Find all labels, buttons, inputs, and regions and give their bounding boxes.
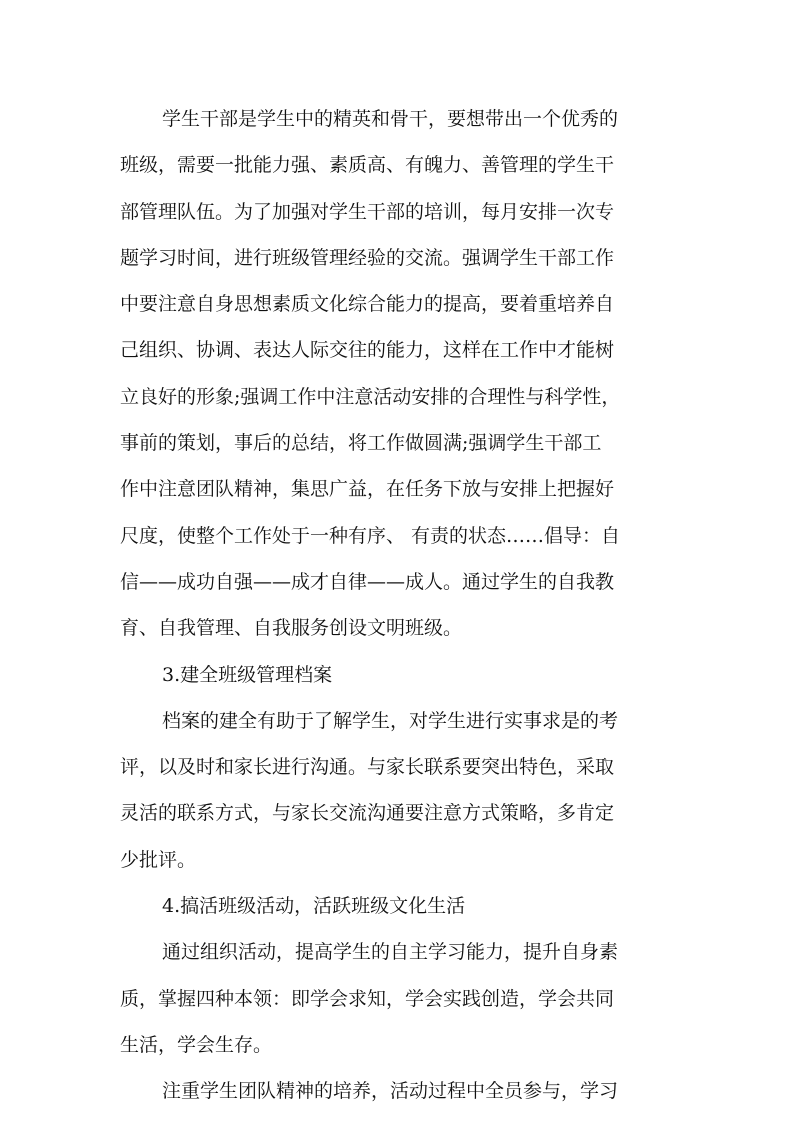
paragraph-line: 中要注意自身思想素质文化综合能力的提高，要着重培养自 [120, 293, 615, 316]
paragraph-line: 学生干部是学生中的精英和骨干，要想带出一个优秀的 [162, 108, 619, 130]
paragraph-line: 质，掌握四种本领：即学会求知，学会实践创造，学会共同 [120, 987, 615, 1010]
paragraph-line: 通过组织活动，提高学生的自主学习能力，提升自身素 [162, 941, 619, 964]
paragraph-line: 事前的策划，事后的总结，将工作做圆满;强调学生干部工 [120, 432, 602, 455]
paragraph-line: 班级，需要一批能力强、素质高、有魄力、善管理的学生干 [120, 154, 615, 177]
paragraph-line: 评，以及时和家长进行沟通。与家长联系要突出特色，采取 [120, 756, 615, 779]
paragraph-line: 题学习时间，进行班级管理经验的交流。强调学生干部工作 [120, 246, 615, 269]
section-heading: 4.搞活班级活动，活跃班级文化生活 [162, 895, 466, 918]
paragraph-line: 注重学生团队精神的培养，活动过程中全员参与，学习 [162, 1080, 619, 1103]
paragraph-line: 育、自我管理、自我服务创设文明班级。 [120, 617, 463, 640]
paragraph-line: 立良好的形象;强调工作中注意活动安排的合理性与科学性， [120, 385, 621, 408]
paragraph-line: 己组织、协调、表达人际交往的能力，这样在工作中才能树 [120, 339, 615, 362]
paragraph-line: 灵活的联系方式，与家长交流沟通要注意方式策略，多肯定 [120, 802, 615, 825]
paragraph-line: 信——成功自强——成才自律——成人。通过学生的自我教 [120, 570, 615, 593]
paragraph-line: 生活，学会生存。 [120, 1033, 273, 1056]
paragraph-line: 作中注意团队精神，集思广益，在任务下放与安排上把握好 [120, 478, 615, 501]
paragraph-line: 档案的建全有助于了解学生，对学生进行实事求是的考 [162, 709, 619, 732]
paragraph-line: 少批评。 [120, 848, 197, 871]
paragraph-line: 部管理队伍。为了加强对学生干部的培训，每月安排一次专 [120, 200, 615, 223]
body-text [120, 96, 688, 1115]
paragraph-line: 尺度，使整个工作处于一种有序、 有责的状态……倡导：自 [120, 524, 621, 547]
section-heading: 3.建全班级管理档案 [162, 663, 333, 686]
